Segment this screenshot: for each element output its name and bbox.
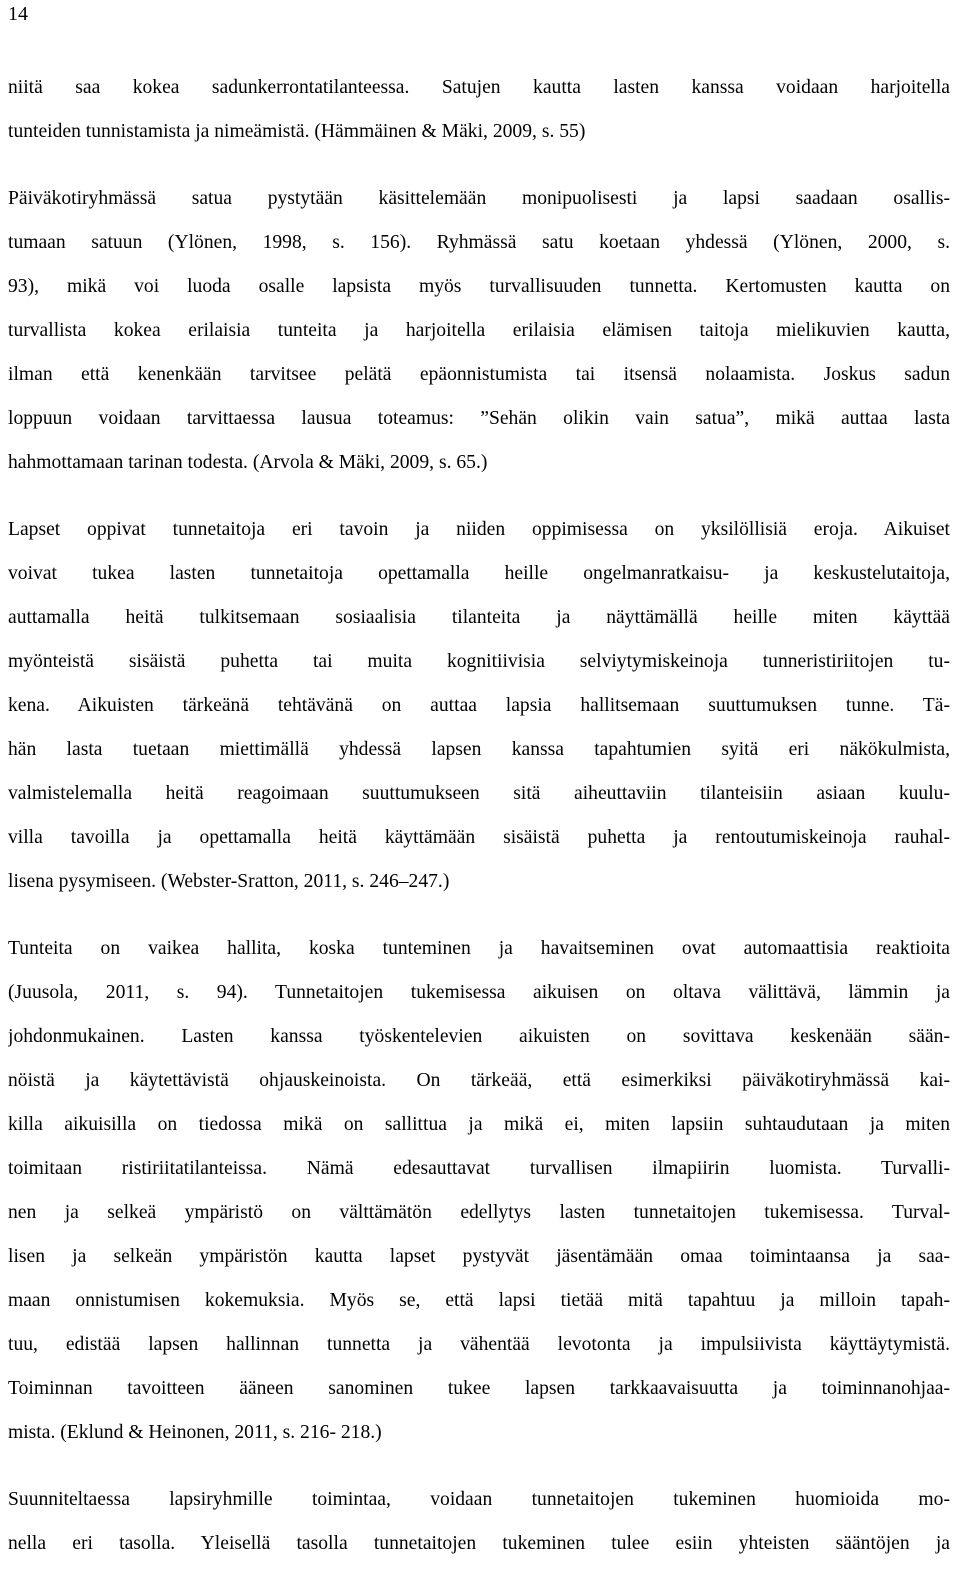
text-line: ilman että kenenkään tarvitsee pelätä epäonnistumista tai itsensä nolaamista. Joskus sadun — [8, 364, 950, 385]
text-line: auttamalla heitä tulkitsemaan sosiaalisia tilanteita ja näyttämällä heille miten käyttää — [8, 607, 950, 628]
text-line: toimitaan ristiriitatilanteissa. Nämä edesauttavat turvallisen ilmapiirin luomista. Turvalli- — [8, 1158, 950, 1179]
text-line: myönteistä sisäistä puhetta tai muita kognitiivisia selviytymiskeinoja tunneristiriitojen tu- — [8, 651, 950, 672]
text-line: nöistä ja käytettävistä ohjauskeinoista. On tärkeää, että esimerkiksi päiväkotiryhmässä kai- — [8, 1070, 950, 1091]
text-line: (Juusola, 2011, s. 94). Tunnetaitojen tukemisessa aikuisen on oltava välittävä, lämmin ja — [8, 982, 950, 1003]
text-line: tunteiden tunnistamista ja nimeämistä. (Hämmäinen & Mäki, 2009, s. 55) — [8, 121, 586, 142]
text-line: lisena pysymiseen. (Webster-Sratton, 2011, s. 246–247.) — [8, 871, 450, 892]
page-number: 14 — [8, 3, 28, 25]
text-line: Tunteita on vaikea hallita, koska tunteminen ja havaitseminen ovat automaattisia reaktioita — [8, 938, 950, 959]
text-line: maan onnistumisen kokemuksia. Myös se, että lapsi tietää mitä tapahtuu ja milloin tapah- — [8, 1290, 950, 1311]
text-line: lisen ja selkeän ympäristön kautta lapset pystyvät jäsentämään omaa toimintaansa ja saa- — [8, 1246, 950, 1267]
text-line: tuu, edistää lapsen hallinnan tunnetta ja vähentää levotonta ja impulsiivista käyttäytymistä. — [8, 1334, 950, 1355]
text-line: villa tavoilla ja opettamalla heitä käyttämään sisäistä puhetta ja rentoutumiskeinoja rauhal- — [8, 827, 950, 848]
text-line: killa aikuisilla on tiedossa mikä on sallittua ja mikä ei, miten lapsiin suhtaudutaan ja miten — [8, 1114, 950, 1135]
text-line: hahmottamaan tarinan todesta. (Arvola & Mäki, 2009, s. 65.) — [8, 452, 488, 473]
text-line: mista. (Eklund & Heinonen, 2011, s. 216- 218.) — [8, 1422, 382, 1443]
text-line: loppuun voidaan tarvittaessa lausua toteamus: ”Sehän olikin vain satua”, mikä auttaa lasta — [8, 408, 950, 429]
text-line: Toiminnan tavoitteen ääneen sanominen tukee lapsen tarkkaavaisuutta ja toiminnanohjaa- — [8, 1378, 950, 1399]
text-line: johdonmukainen. Lasten kanssa työskentelevien aikuisten on sovittava keskenään sään- — [8, 1026, 950, 1047]
text-line: tumaan satuun (Ylönen, 1998, s. 156). Ryhmässä satu koetaan yhdessä (Ylönen, 2000, s. — [8, 232, 950, 253]
text-line: Päiväkotiryhmässä satua pystytään käsittelemään monipuolisesti ja lapsi saadaan osallis- — [8, 188, 950, 209]
text-line: valmistelemalla heitä reagoimaan suuttumukseen sitä aiheuttaviin tilanteisiin asiaan kuulu- — [8, 783, 950, 804]
text-line: 93), mikä voi luoda osalle lapsista myös turvallisuuden tunnetta. Kertomusten kautta on — [8, 276, 950, 297]
text-line: voivat tukea lasten tunnetaitoja opettamalla heille ongelmanratkaisu- ja keskustelutaitoja, — [8, 563, 950, 584]
text-line: nella eri tasolla. Yleisellä tasolla tunnetaitojen tukeminen tulee esiin yhteisten sääntöjen ja — [8, 1533, 950, 1554]
text-line: turvallista kokea erilaisia tunteita ja harjoitella erilaisia elämisen taitoja mielikuvien kautta, — [8, 320, 950, 341]
text-line: niitä saa kokea sadunkerrontatilanteessa. Satujen kautta lasten kanssa voidaan harjoitella — [8, 77, 950, 98]
text-line: hän lasta tuetaan miettimällä yhdessä lapsen kanssa tapahtumien syitä eri näkökulmista, — [8, 739, 950, 760]
text-line: Suunniteltaessa lapsiryhmille toimintaa, voidaan tunnetaitojen tukeminen huomioida mo- — [8, 1489, 950, 1510]
text-line: Lapset oppivat tunnetaitoja eri tavoin ja niiden oppimisessa on yksilöllisiä eroja. Aikuiset — [8, 519, 950, 540]
text-line: kena. Aikuisten tärkeänä tehtävänä on auttaa lapsia hallitsemaan suuttumuksen tunne. Tä- — [8, 695, 950, 716]
text-line: nen ja selkeä ympäristö on välttämätön edellytys lasten tunnetaitojen tukemisessa. Turval- — [8, 1202, 950, 1223]
